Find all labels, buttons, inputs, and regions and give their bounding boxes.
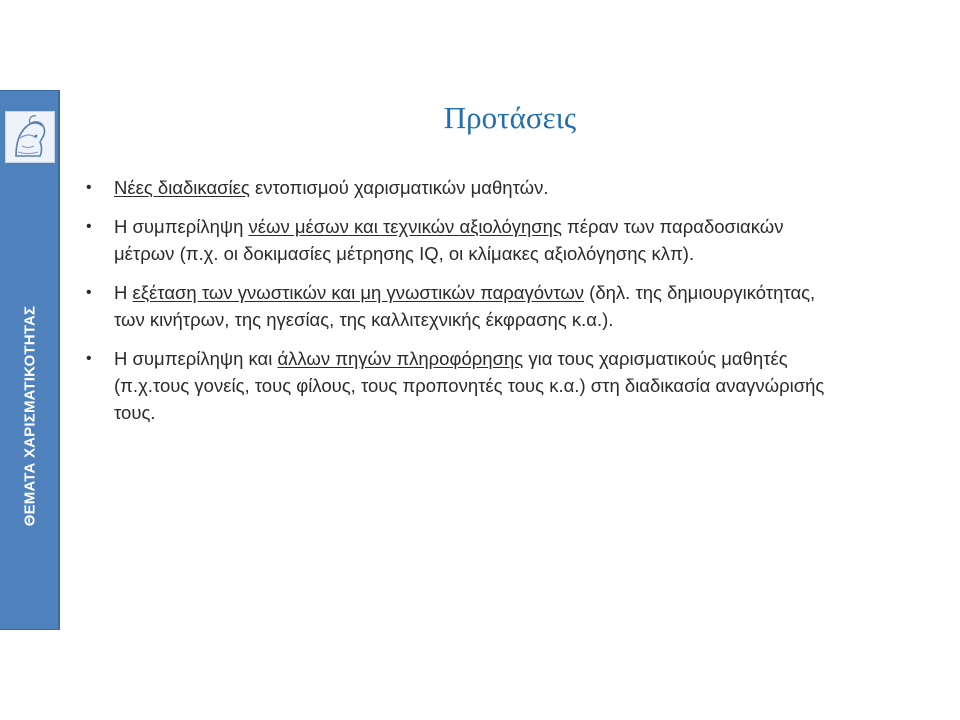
sidebar: [0, 90, 60, 630]
athena-head-icon: [5, 111, 55, 163]
underlined-phrase: Νέες διαδικασίες: [114, 177, 250, 198]
underlined-phrase: άλλων πηγών πληροφόρησης: [277, 348, 524, 369]
bullet-dot: •: [86, 284, 92, 301]
list-item: [86, 174, 846, 201]
list-item: [86, 279, 846, 333]
bullet-text: πέραν των παραδοσιακών μέτρων (π.χ. οι δοκιμασίες μέτρησης IQ, οι κλίμακες αξιολόγησης κλπ).: [114, 216, 784, 264]
bullet-text: Η συμπερίληψη: [114, 216, 249, 237]
bullet-dot: •: [86, 218, 92, 235]
bullet-dot: •: [86, 350, 92, 367]
bullet-list: [86, 174, 846, 438]
underlined-phrase: νέων μέσων και τεχνικών αξιολόγησης: [248, 216, 562, 237]
page-title: Προτάσεις: [443, 100, 577, 135]
bullet-text: Η: [114, 282, 133, 303]
underlined-phrase: εξέταση των γνωστικών και μη γνωστικών παραγόντων: [132, 282, 585, 303]
bullet-text: για τους χαρισματικούς μαθητές (π.χ.τους γονείς, τους φίλους, τους προπονητές τους κ.α.) στη διαδικασία αναγνώρισής τους.: [114, 348, 825, 423]
list-item: [86, 345, 846, 426]
list-item: [86, 213, 846, 267]
bullet-text: Η συμπερίληψη και: [114, 348, 278, 369]
bullet-text: εντοπισμού χαρισματικών μαθητών.: [249, 177, 549, 198]
bullet-dot: •: [86, 179, 92, 196]
bullet-text: (δηλ. της δημιουργικότητας, των κινήτρων, της ηγεσίας, της καλλιτεχνικής έκφρασης κ.α.).: [114, 282, 816, 330]
sidebar-label: ΘΕΜΑΤΑ ΧΑΡΙΣΜΑΤΙΚΟΤΗΤΑΣ: [21, 305, 39, 527]
sidebar-label-area: [0, 251, 60, 581]
